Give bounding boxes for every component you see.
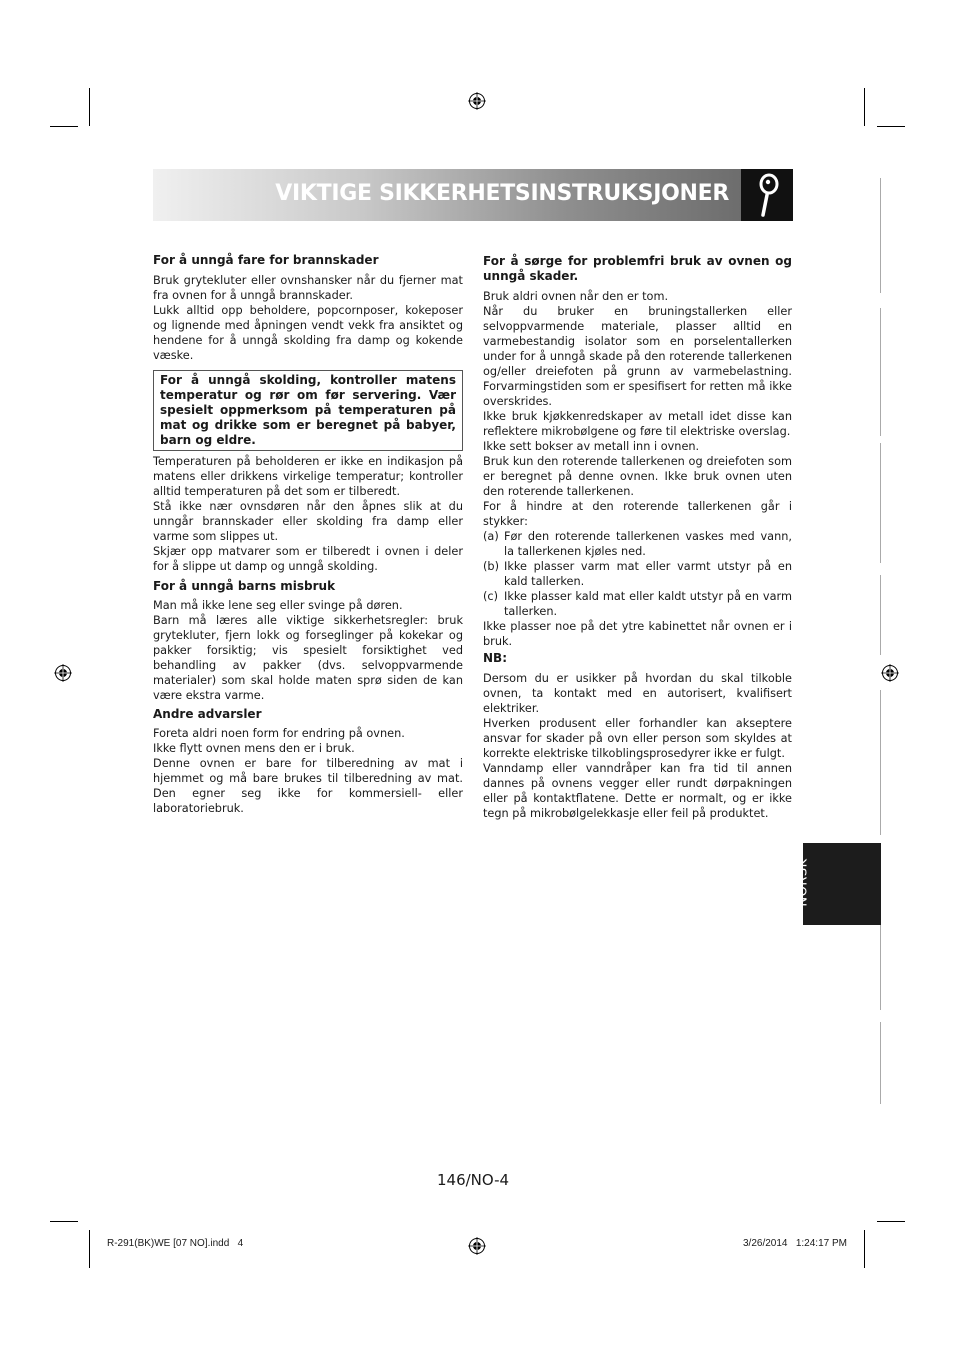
page-title: VIKTIGE SIKKERHETSINSTRUKSJONER: [275, 181, 729, 206]
header-banner: [153, 169, 741, 221]
footer-timestamp: 3/26/2014 1:24:17 PM: [743, 1238, 847, 1249]
warning-box: For å unngå skolding, kontroller matens temperatur og rør om før servering. Vær spesielt oppmerksom på temperaturen på mat og drikke som er beregnet på babyer, barn og eldre.: [153, 370, 463, 451]
info-icon-box: [741, 169, 793, 221]
paragraph: Bruk aldri ovnen når den er tom.: [483, 290, 669, 303]
side-rule: [880, 308, 881, 436]
side-rule: [880, 443, 881, 563]
side-rule: [880, 1022, 881, 1104]
crop-mark-bl-v: [89, 1230, 90, 1268]
nb-label: NB:: [483, 651, 507, 665]
crop-mark-tr-v: [864, 88, 865, 126]
section-heading: For å sørge for problemfri bruk av ovnen og unngå skader.: [483, 254, 792, 283]
footer-filename: R-291(BK)WE [07 NO].indd 4: [107, 1238, 244, 1249]
list-marker: (c): [483, 590, 499, 603]
paragraph: Barn må læres alle viktige sikkerhetsregler: bruk grytekluter, fjern lokk og forseglinger på kokekar og pakker forsiktig; vis spesielt forsiktighet ved behandling av pakker (dvs. selvoppvarmende materialer) som skal holde maten sprø siden de kan være ekstra varme.: [153, 614, 463, 702]
paragraph: Ikke flytt ovnen mens den er i bruk.: [153, 742, 355, 755]
section-heading: For å unngå barns misbruk: [153, 579, 336, 593]
paragraph: Denne ovnen er bare for tilberedning av mat i hjemmet og må bare brukes til tilberedning av mat. Den egner seg ikke for kommersiell- eller laboratoriebruk.: [153, 757, 463, 815]
paragraph: Man må ikke lene seg eller svinge på døren.: [153, 599, 403, 612]
side-rule: [880, 575, 881, 655]
section-heading: For å unngå fare for brannskader: [153, 253, 379, 267]
list-marker: (a): [483, 530, 499, 543]
crop-mark-br-h: [877, 1221, 905, 1222]
registration-mark-icon: [881, 664, 899, 682]
list-text: Før den roterende tallerkenen vaskes med vann, la tallerkenen kjøles ned.: [504, 530, 792, 558]
paragraph: Ikke sett bokser av metall inn i ovnen.: [483, 440, 700, 453]
crop-mark-tr-h: [877, 126, 905, 127]
paragraph: Bruk kun den roterende tallerkenen og dreiefoten som er beregnet på denne ovnen. Ikke bruk ovnen uten den roterende tallerkenen.: [483, 455, 792, 498]
paragraph: Dersom du er usikker på hvordan du skal tilkoble ovnen, ta kontakt med en autorisert, kvalifisert elektriker.: [483, 672, 792, 715]
crop-mark-br-v: [864, 1230, 865, 1268]
page-number: 146/NO-4: [437, 1171, 510, 1189]
crop-mark-tl-v: [89, 88, 90, 126]
list-item: [483, 529, 792, 559]
registration-mark-icon: [468, 92, 486, 110]
registration-mark-icon: [54, 664, 72, 682]
crop-mark-bl-h: [50, 1221, 78, 1222]
paragraph: Når du bruker en bruningstallerken eller selvoppvarmende materiale, plasser alltid en varmebestandig isolator som en porselentallerken under for å unngå skade på den roterende tallerkenen og/eller dreiefoten på grunn av varmebelastning. Forvarmingstiden som er spesifisert for retten må ikke overskrides.: [483, 305, 792, 408]
paragraph: Hverken produsent eller forhandler kan akseptere ansvar for skader på ovn eller person som skyldes at korrekte elektriske tilkoblingsprosedyrer ikke er fulgt.: [483, 717, 792, 760]
registration-mark-icon: [468, 1237, 486, 1255]
right-column: [483, 254, 792, 821]
list-marker: (b): [483, 560, 499, 573]
side-rule: [880, 178, 881, 293]
side-rule: [880, 690, 881, 835]
paragraph: Stå ikke nær ovnsdøren når den åpnes slik at du unngår brannskader eller skolding fra damp eller varme som slippes ut.: [153, 500, 463, 543]
info-i-icon: [741, 169, 793, 221]
paragraph: Foreta aldri noen form for endring på ovnen.: [153, 727, 405, 740]
paragraph: Skjær opp matvarer som er tilberedt i ovnen i deler for å slippe ut damp og unngå skolding.: [153, 545, 463, 573]
paragraph: Vanndamp eller vanndråper kan fra tid til annen dannes på ovnens vegger eller rundt dørpakningen eller på kontaktflatene. Dette er normalt, og er ikke tegn på mikrobølgelekkasje eller feil på produktet.: [483, 762, 792, 820]
paragraph: Lukk alltid opp beholdere, popcornposer, kokeposer og lignende med åpningen vendt vekk fra ansiktet og hendene for å unngå skolding fra damp og kokende væske.: [153, 304, 463, 362]
section-heading: Andre advarsler: [153, 707, 262, 721]
list-text: Ikke plasser varm mat eller varmt utstyr på en kald tallerken.: [504, 560, 792, 588]
crop-mark-tl-h: [50, 126, 78, 127]
list-item: [483, 559, 792, 589]
paragraph: Ikke plasser noe på det ytre kabinettet når ovnen er i bruk.: [483, 620, 792, 648]
paragraph: For å hindre at den roterende tallerkenen går i stykker:: [483, 500, 792, 528]
language-tab-label: NORSK: [795, 858, 811, 907]
list-item: [483, 589, 792, 619]
paragraph: Bruk grytekluter eller ovnshansker når du fjerner mat fra ovnen for å unngå brannskader.: [153, 274, 463, 302]
language-tab-label-wrap: [795, 843, 833, 925]
list-text: Ikke plasser kald mat eller kaldt utstyr på en varm tallerken.: [504, 590, 792, 618]
left-column: [153, 253, 463, 816]
paragraph: Ikke bruk kjøkkenredskaper av metall idet disse kan reflektere mikrobølgene og føre til elektriske overslag.: [483, 410, 792, 438]
side-rule: [880, 925, 881, 1010]
paragraph: Temperaturen på beholderen er ikke en indikasjon på matens eller drikkens virkelige temperatur; kontroller alltid temperaturen på det som er tilberedt.: [153, 455, 463, 498]
